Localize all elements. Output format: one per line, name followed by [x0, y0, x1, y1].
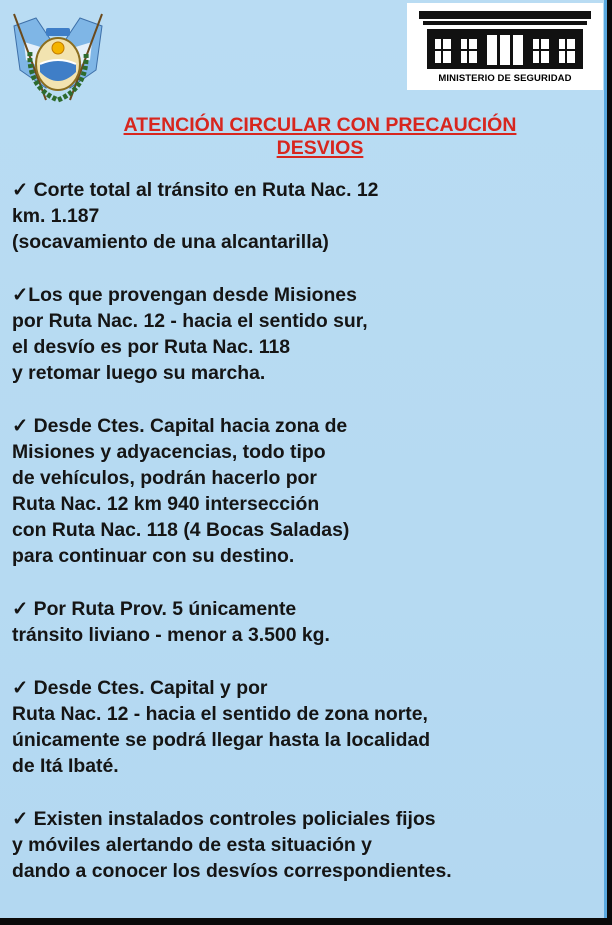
building-icon [417, 9, 593, 71]
title-line-1: ATENCIÓN CIRCULAR CON PRECAUCIÓN [123, 114, 517, 136]
notice-paragraph: ✓ Desde Ctes. Capital y por Ruta Nac. 12 - hacia el sentido de zona norte, únicamente se podrá llegar hasta la localidad de Itá Ibaté. [12, 677, 431, 777]
notice-paragraph: ✓ Corte total al tránsito en Ruta Nac. 12 km. 1.187 (socavamiento de una alcantarilla) [12, 179, 379, 253]
notice-paragraph: ✓Los que provengan desde Misiones por Ruta Nac. 12 - hacia el sentido sur, el desvío es por Ruta Nac. 118 y retomar luego su marcha. [12, 284, 368, 384]
ministry-logo [407, 3, 603, 90]
notice-paragraph: ✓ Por Ruta Prov. 5 únicamente tránsito liviano - menor a 3.500 kg. [12, 598, 330, 646]
notice-title [80, 114, 560, 160]
title-line-2: DESVIOS [276, 137, 364, 159]
notice-paragraph: ✓ Existen instalados controles policiales fijos y móviles alertando de esta situación y dando a conocer los desvíos correspondientes. [12, 808, 452, 882]
coat-of-arms-icon [6, 8, 110, 108]
ministry-label: MINISTERIO DE SEGURIDAD [438, 73, 572, 84]
notice-body [12, 177, 602, 911]
notice-paragraph: ✓ Desde Ctes. Capital hacia zona de Misiones y adyacencias, todo tipo de vehículos, podrán hacerlo por Ruta Nac. 12 km 940 intersección con Ruta Nac. 118 (4 Bocas Saladas) para continuar con su destino. [12, 415, 350, 567]
